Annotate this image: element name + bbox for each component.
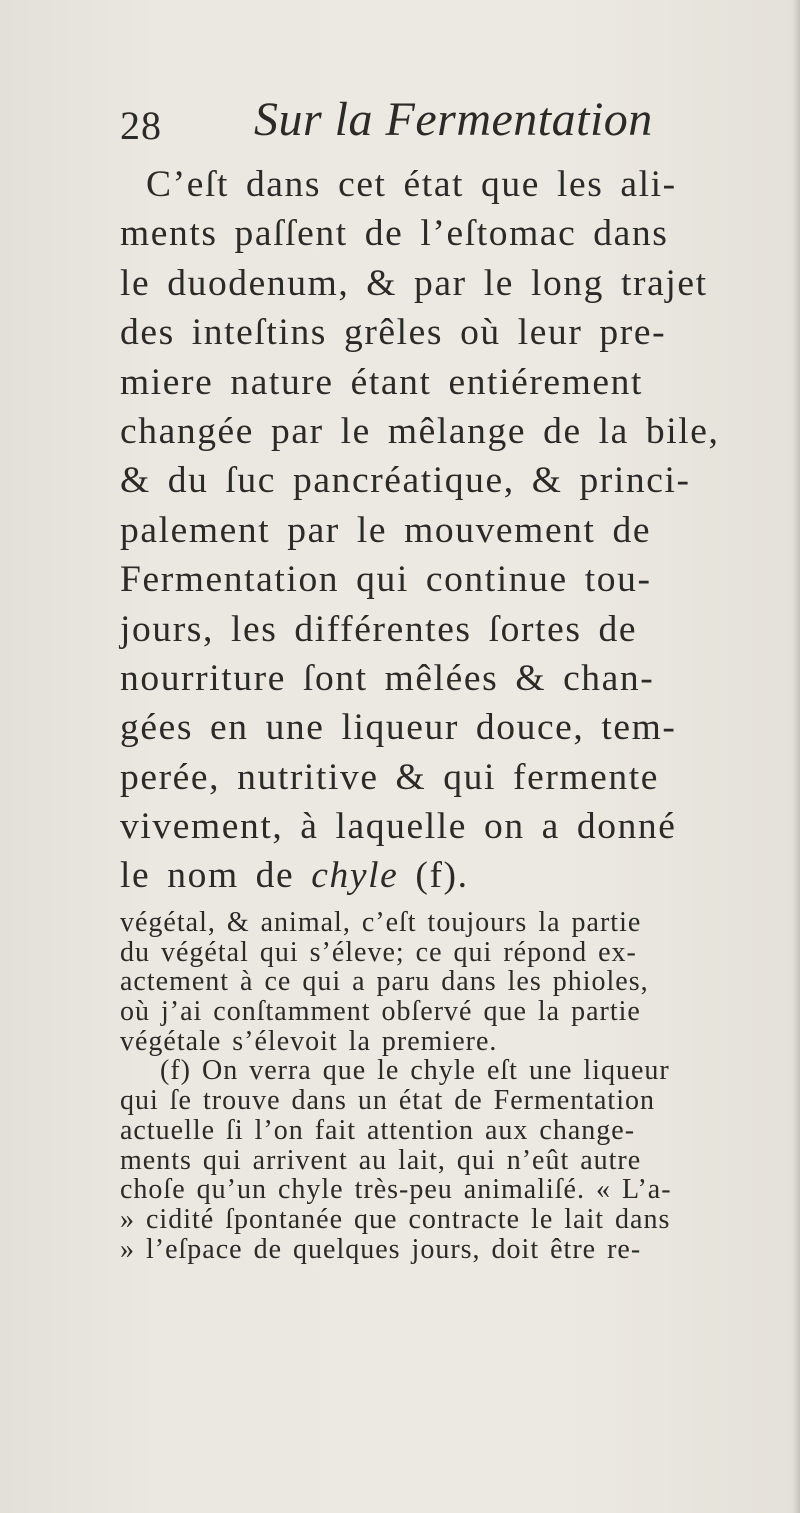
text-line: ments paſſent de l’eſtomac dans xyxy=(120,213,669,255)
footnote-line: végétal, & animal, c’eſt toujours la partie xyxy=(120,907,642,938)
footnote-line: actement à ce qui a paru dans les phioles, xyxy=(120,966,649,998)
chyle-term: chyle xyxy=(311,855,399,897)
running-title: Sur la Fermentation xyxy=(254,93,653,146)
footnote-line: du végétal qui s’éleve; ce qui répond ex- xyxy=(120,936,637,968)
text-line: nourriture ſont mêlées & chan- xyxy=(120,657,655,699)
text-line: perée, nutritive & qui fermente xyxy=(120,756,660,798)
footnote-line: » cidité ſpontanée que contracte le lait dans xyxy=(120,1203,671,1235)
text-line: le duodenum, & par le long trajet xyxy=(120,262,708,304)
text-fragment: le nom de xyxy=(120,855,312,897)
footnote-line: (f) On verra que le chyle eſt une liqueur xyxy=(160,1055,670,1087)
page-number: 28 xyxy=(120,103,162,148)
footnote-line: choſe qu’un chyle très-peu animaliſé. « L’a- xyxy=(120,1174,672,1206)
text-line-last xyxy=(120,851,772,900)
footnote-line: » l’eſpace de quelques jours, doit être re- xyxy=(120,1233,642,1265)
page-edge-shadow xyxy=(792,0,800,1513)
footnote-line: végétale s’élevoit la premiere. xyxy=(120,1025,498,1057)
text-line: jours, les différentes ſortes de xyxy=(120,608,638,650)
footnote-line: qui ſe trouve dans un état de Fermentation xyxy=(120,1085,655,1117)
text-line: des inteſtins grêles où leur pre- xyxy=(120,312,667,354)
footnote-line: ments qui arrivent au lait, qui n’eût autre xyxy=(120,1144,642,1176)
footnote-reference: (f). xyxy=(398,855,469,897)
text-line: palement par le mouvement de xyxy=(120,509,652,551)
main-paragraph xyxy=(120,160,772,901)
text-line: Fermentation qui continue tou- xyxy=(120,559,652,601)
text-line: changée par le mêlange de la bile, xyxy=(120,410,720,452)
text-line: C’eſt dans cet état que les ali- xyxy=(146,164,677,205)
text-line: & du ſuc pancréatique, & princi- xyxy=(120,460,691,502)
footnote-line: actuelle ſi l’on fait attention aux change- xyxy=(120,1114,636,1146)
footnote-line: où j’ai conſtamment obſervé que la partie xyxy=(120,996,641,1028)
text-line: miere nature étant entiérement xyxy=(120,361,644,403)
text-line: vivement, à laquelle on a donné xyxy=(120,806,677,848)
footnotes xyxy=(120,908,790,1264)
text-line: gées en une liqueur douce, tem- xyxy=(120,707,677,749)
page-header xyxy=(120,88,720,148)
